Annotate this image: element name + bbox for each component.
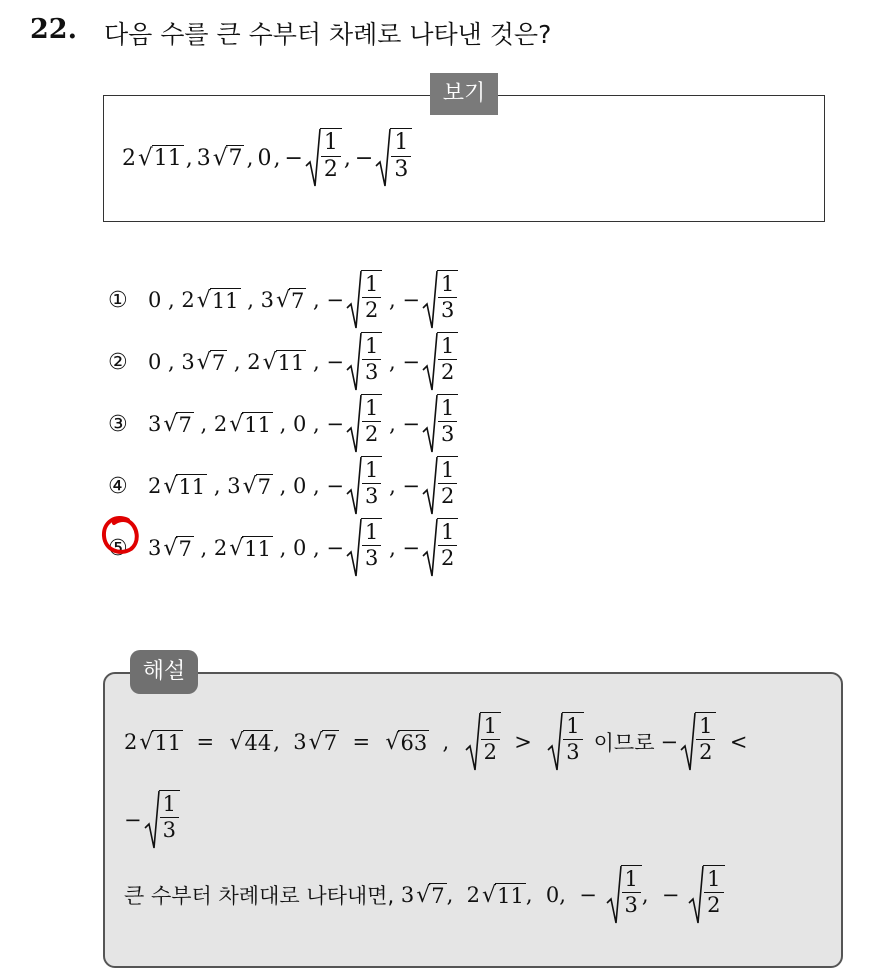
choice-4[interactable]: ④ 2 √ 11 , 3 √ 7 , 0 , − $\frac{1}{3}$ , − $\frac{1}{2}$ bbox=[108, 456, 458, 516]
solution-line-3: 큰 수부터 차례대로 나타내면, 3 √ 7 , 2 √ 11 , 0, − $\frac{1}{3}$ , − $\frac{1}{2}$ bbox=[124, 865, 725, 925]
question-text: 다음 수를 큰 수부터 차례로 나타낸 것은? bbox=[104, 20, 552, 49]
solution-label: 해설 bbox=[130, 650, 198, 694]
solution-line-1: 2 √ 11 = √ 44 , 3 √ 7 = √ 63 , $\frac{1}{2}$ > $\frac{1}{3}$ 이므로 − $\frac{1}{2}$ < bbox=[124, 712, 747, 772]
solution-text-imeuro: 이므로 bbox=[593, 731, 655, 755]
choice-number: ③ bbox=[108, 411, 128, 437]
choice-3[interactable]: ③ 3 √ 7 , 2 √ 11 , 0 , − $\frac{1}{2}$ , − $\frac{1}{3}$ bbox=[108, 394, 458, 454]
question-number: 22. bbox=[30, 14, 77, 45]
choice-number: ④ bbox=[108, 473, 128, 499]
answer-circle-mark bbox=[98, 512, 144, 558]
choice-number: ② bbox=[108, 349, 128, 375]
choice-1[interactable]: ① 0 , 2 √ 11 , 3 √ 7 , − $\frac{1}{2}$ , − $\frac{1}{3}$ bbox=[108, 270, 458, 330]
choice-5[interactable]: ⑤ 3 √ 7 , 2 √ 11 , 0 , − $\frac{1}{3}$ , − $\frac{1}{2}$ bbox=[108, 518, 458, 578]
choice-2[interactable]: ② 0 , 3 √ 7 , 2 √ 11 , − $\frac{1}{3}$ , − $\frac{1}{2}$ bbox=[108, 332, 458, 392]
solution-line-2: − $\frac{1}{3}$ bbox=[124, 790, 180, 850]
solution-text-order: 큰 수부터 차례대로 나타내면, bbox=[124, 884, 395, 908]
choice-number: ① bbox=[108, 287, 128, 313]
bogi-expression: 2 √ 11 , 3 √ 7 , 0 , − $\frac{1}{2}$ , − $\frac{1}{3}$ bbox=[122, 128, 412, 188]
choice-number: ⑤ bbox=[108, 535, 128, 561]
bogi-label: 보기 bbox=[430, 73, 498, 115]
